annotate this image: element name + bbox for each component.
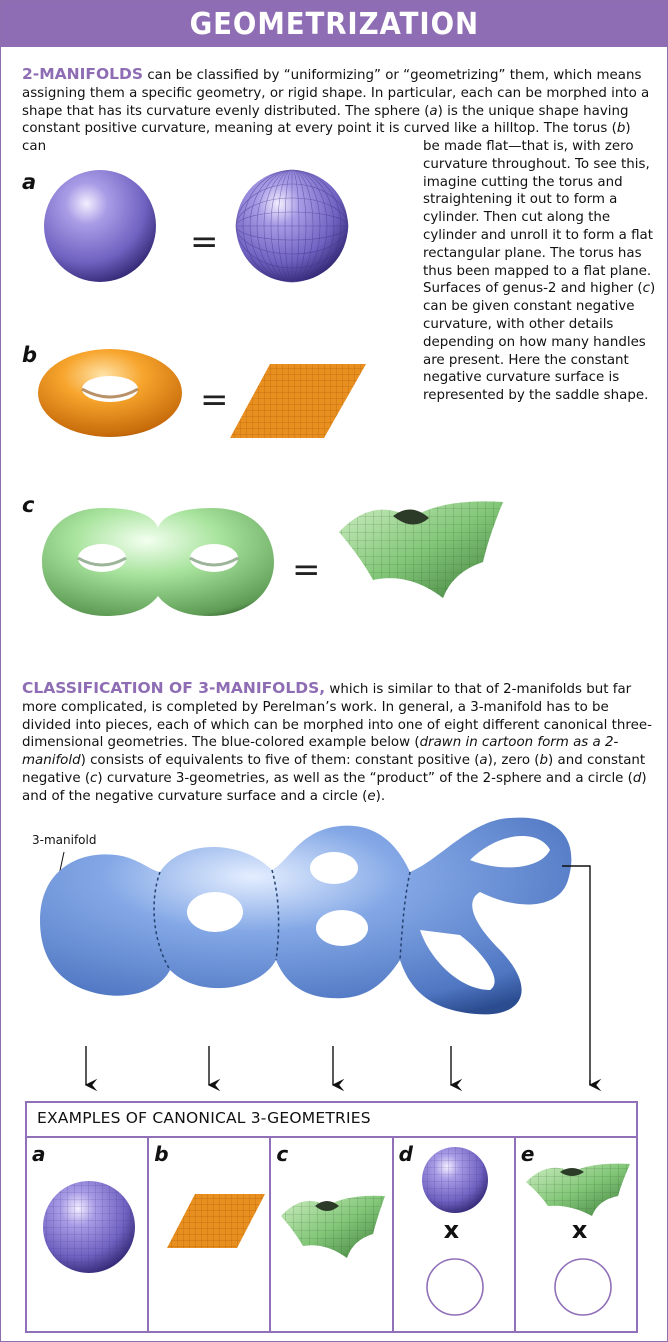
- equals-sign-a: =: [190, 222, 219, 262]
- ref-a: a: [479, 753, 488, 769]
- sphere-icon: [39, 1178, 139, 1276]
- examples-title: EXAMPLES OF CANONICAL 3-GEOMETRIES: [37, 1109, 371, 1127]
- circle-icon: [424, 1256, 486, 1318]
- intro-text: ).: [375, 788, 386, 804]
- ref-d: d: [632, 770, 642, 786]
- intro-text: can be classified by “uniformizing” or “geometrizing” them, which means assigning them a specific geometry, or rigid shape. In particular, each can be morphed into a shape that has its curvature evenly distributed. The sphere (: [22, 68, 650, 119]
- example-cell-e: [516, 1138, 636, 1333]
- intro-text: ) and of the negative curvature surface and a circle (: [22, 770, 647, 804]
- example-cell-d: [394, 1138, 516, 1333]
- ref-a: a: [429, 103, 438, 119]
- ref-c: c: [90, 770, 98, 786]
- example-label: a: [32, 1142, 46, 1166]
- intro-text: ) curvature 3-geometries, as well as the “product” of the 2-sphere and a circle (: [97, 770, 633, 786]
- section-heading-2-manifolds: 2-MANIFOLDS: [22, 65, 144, 83]
- intro-text: ), zero (: [487, 753, 540, 769]
- saddle-icon: [522, 1160, 634, 1218]
- intro-text: ) and constant negative (: [22, 753, 646, 786]
- example-cell-a: [27, 1138, 149, 1333]
- intro-text: ) is the unique shape having constant positive curvature, meaning at every point it is curved like a hilltop. The torus (: [22, 103, 629, 137]
- examples-panel: [25, 1101, 638, 1333]
- example-label: e: [520, 1142, 535, 1166]
- example-label: c: [276, 1142, 289, 1166]
- example-cell-c: [271, 1138, 393, 1333]
- examples-row: [27, 1136, 636, 1333]
- emphasis-text: drawn in cartoon form as a 2-manifold: [22, 735, 619, 769]
- saddle-icon: [277, 1190, 387, 1260]
- equals-sign-b: =: [200, 380, 229, 420]
- section-heading-3-manifolds: CLASSIFICATION OF 3-MANIFOLDS,: [22, 679, 326, 697]
- page-title: GEOMETRIZATION: [189, 6, 479, 42]
- manifold-label: 3-manifold: [32, 833, 97, 847]
- ref-c: c: [642, 281, 650, 297]
- figure-label-a: a: [22, 170, 37, 194]
- sphere-icon: [420, 1146, 490, 1214]
- ref-e: e: [367, 788, 376, 804]
- column-text: ) can be given constant negative curvature, with other details depending on how many handles are present. Here the constant negative curvature surface is represented by the saddle shape.: [423, 281, 656, 404]
- example-label: d: [398, 1142, 413, 1166]
- intro-text: which is similar to that of 2-manifolds but far more complicated, is completed by Perelman’s work. In general, a 3-manifold has to be divided into pieces, each of which can be morphed into one of eight different canonical three-dimensional geometries. The blue-colored example below (: [22, 682, 652, 751]
- ref-b: b: [539, 753, 549, 769]
- ref-b: b: [616, 121, 626, 137]
- product-symbol: x: [443, 1216, 460, 1244]
- equals-sign-c: =: [292, 550, 321, 590]
- example-label: b: [154, 1142, 169, 1166]
- figure-label-c: c: [22, 493, 35, 517]
- column-text: be made flat—that is, with zero curvature throughout. To see this, imagine cutting the torus and straightening it out to form a cylinder. Then cut along the cylinder and unroll it to form a flat rectangular plane. The torus has thus been mapped to a flat plane. Surfaces of genus-2 and higher (: [423, 139, 653, 297]
- intro-text: ) consists of equivalents to five of them: constant positive (: [80, 753, 480, 769]
- circle-icon: [552, 1256, 614, 1318]
- figure-label-b: b: [22, 343, 38, 367]
- example-cell-b: [149, 1138, 271, 1333]
- intro-text: ) can: [22, 121, 631, 155]
- product-symbol: x: [571, 1216, 588, 1244]
- flat-plane-icon: [165, 1192, 265, 1250]
